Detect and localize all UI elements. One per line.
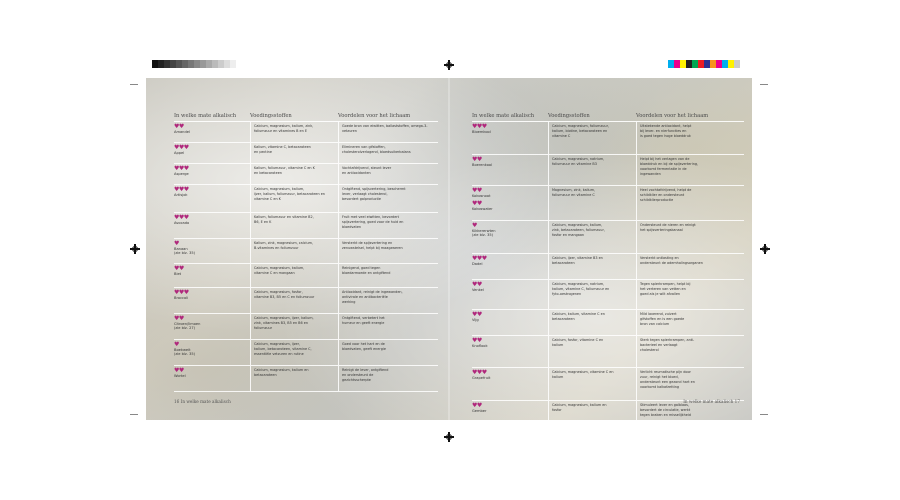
product-name: Dadel [472,262,483,266]
level-cell [174,239,250,263]
level-cell [472,310,548,335]
nutrients-cell: Calcium, kalium, vitamine C en betacaroteen [548,310,636,335]
color-swatch [740,60,746,68]
benefits-cell: Sterk tegen spierkrampen, anti- bacterieel en verlaagt cholesterol [636,336,736,367]
product-name: Biet [174,272,182,276]
product-name: Bloemkool [472,130,491,134]
level-cell [472,401,548,432]
table-row [174,122,438,143]
benefits-cell: Verlicht reumatische pijn door zuur, reinigt het bloed, ondersteunt een gezond hart en voorkomt kalkafzetting [636,368,736,400]
header-benefits: Voordelen voor het lichaam [636,113,709,119]
heart-rating-icon: ♥♥♥ [174,165,189,172]
table-row [472,155,744,186]
product-name: Broccoli [174,296,189,300]
heart-rating-icon: ♥ [472,222,477,229]
product-name: Gember [472,409,487,413]
header-nutrients: Voedingsstoffen [250,113,292,119]
nutrients-cell: Calcium, magnesium, fosfor, vitamine B3, B5 en C en foliumzuur [250,288,338,313]
header-level: In welke mate alkalisch [174,113,237,119]
table-row [472,310,744,336]
alkaline-table-left [174,112,438,392]
crop-mark [760,84,768,85]
nutrients-cell: Calcium, magnesium, kalium en fosfor [548,401,636,432]
nutrients-cell: Kalium, foliumzuur, vitamine C en K en betacaroteen [250,164,338,184]
nutrients-cell: Calcium, magnesium, kalium, zink, foliumzuur en vitamines B en E [250,122,338,142]
benefits-cell: Ontgiftend, verbetert het humeur en geeft energie [338,314,438,339]
benefits-cell: Versterkt de spijsvertering en zenuwstelsel, helpt bij maagzweren [338,239,438,263]
product-name: Boekweit (zie blz. 35) [174,348,196,357]
heart-rating-icon: ♥♥♥ [174,214,189,221]
crop-mark [130,414,138,415]
level-cell [174,122,250,142]
heart-rating-icon: ♥♥♥ [174,186,189,193]
grey-calibration-bar [152,60,242,68]
heart-rating-icon: ♥ [174,341,179,348]
nutrients-cell: Calcium, ijzer, vitamine B3 en betacaroteen [548,254,636,279]
product-name: Wortel [174,374,186,378]
color-calibration-bar [668,60,746,68]
nutrients-cell: Kalium, zink, magnesium, calcium, B-vitamines en foliumzuur [250,239,338,263]
nutrients-cell: Calcium, magnesium, kalium, vitamine C en mangaan [250,264,338,287]
level-cell [472,280,548,309]
table-row [174,366,438,392]
registration-mark-icon [444,60,454,70]
level-cell [472,122,548,154]
benefits-cell: Uitstekende antioxidant, helpt bij lever- en nierfuncties en is goed tegen hoge bloeddruk [636,122,736,154]
heart-rating-icon: ♥♥ [472,187,482,194]
heart-rating-icon: ♥♥ [472,402,482,409]
nutrients-cell: Calcium, magnesium, ijzer, kalium, betacaroteen, vitamine C, essentiële vetzuren en rutine [250,340,338,365]
nutrients-cell: Calcium, magnesium, vitamine C en kalium [548,368,636,400]
nutrients-cell: Calcium, magnesium, kalium, zink, betacaroteen, foliumzuur, fosfor en mangaan [548,221,636,253]
header-benefits: Voordelen voor het lichaam [338,113,411,119]
nutrients-cell: Magnesium, zink, kalium, foliumzuur en vitamine C [548,186,636,220]
table-row [174,340,438,366]
table-header [472,112,744,122]
table-row [472,368,744,401]
table-row [174,288,438,314]
heart-rating-icon: ♥♥ [472,337,482,344]
registration-mark-icon [130,244,140,254]
benefits-cell: Ondersteunt de nieren en reinigt het spijsverteringskanaal [636,221,736,253]
heart-rating-icon: ♥♥ [174,367,184,374]
level-cell [174,366,250,391]
grey-swatch [236,60,242,68]
heart-rating-icon: ♥♥ [174,315,184,322]
table-body [472,122,744,433]
level-cell [174,213,250,238]
product-name: Grapefruit [472,376,491,380]
heart-rating-icon: ♥♥ [174,123,184,130]
page-footer-left: 16 In welke mate alkalisch [174,399,231,404]
level-cell [472,368,548,400]
level-cell [472,186,548,220]
gutter [448,78,450,420]
benefits-cell: Vochtafdrijvend, steunt lever en antioxidanten [338,164,438,184]
book-spread [146,78,752,420]
level-cell [174,340,250,365]
table-row [472,254,744,280]
heart-rating-icon: ♥♥♥ [472,369,487,376]
heart-rating-icon: ♥♥♥ [472,123,487,130]
heart-rating-icon: ♥♥ [472,281,482,288]
level-cell [174,264,250,287]
heart-rating-icon: ♥♥♥ [472,255,487,262]
benefits-cell: Elimineren van gifstoffen, cholesterolverlagend, bloedsuikerbalans [338,143,438,163]
nutrients-cell: Calcium, magnesium, natrium, kalium, vitamine C, foliumzuur en fyto-oestrogenen [548,280,636,309]
level-cell [174,143,250,163]
product-name: Appel [174,151,185,155]
table-row [472,280,744,310]
benefits-cell: Versterkt ontlasting en ondersteunt de ademhalingsorganen [636,254,736,279]
product-name: Boerenkool [472,163,493,167]
benefits-cell: Goed voor het hart en de bloedvaten, geeft energie [338,340,438,365]
product-name: Asperge [174,172,189,176]
table-row [472,221,744,254]
level-cell [174,314,250,339]
benefits-cell: Ontgiftend, spijsvertering, beschermt lever, verlaagt cholesterol, bevordert galproductie [338,185,438,212]
benefits-cell: Fruit met veel eiwitten, bevordert spijsvertering, goed voor de huid en bloedvaten [338,213,438,238]
product-name: Avocado [174,221,190,225]
table-row [174,239,438,264]
nutrients-cell: Kalium, vitamine C, betacaroteen en pectine [250,143,338,163]
product-name: Kikkererwten (zie blz. 35) [472,229,496,238]
product-name: Knoflook [472,344,488,348]
level-cell [472,221,548,253]
crop-mark [130,84,138,85]
nutrients-cell: Calcium, fosfor, vitamine C en kalium [548,336,636,367]
benefits-cell: Tegen spierkrampen, helpt bij het verteren van vetten en goed als je wilt afvallen [636,280,736,309]
product-name: Vijg [472,318,479,322]
table-row [174,143,438,164]
crop-mark [760,414,768,415]
header-nutrients: Voedingsstoffen [548,113,590,119]
level-cell [472,155,548,185]
level-cell [174,185,250,212]
table-header [174,112,438,122]
table-row [174,314,438,340]
product-name: Kokosnoot [472,194,491,198]
nutrients-cell: Calcium, magnesium, natrium, foliumzuur en vitamine B3 [548,155,636,185]
nutrients-cell: Calcium, magnesium, foliumzuur, kalium, biotine, betacaroteen en vitamine C [548,122,636,154]
product-name: Amandel [174,130,190,134]
heart-rating-icon: ♥♥ [472,156,482,163]
registration-mark-icon [444,432,454,442]
table-row [174,264,438,288]
benefits-cell: Antioxidant, reinigt de ingewanden, antivirale en antibacteriële werking [338,288,438,313]
table-row [174,164,438,185]
table-row [472,186,744,221]
table-row [174,213,438,239]
table-row [472,122,744,155]
nutrients-cell: Kalium, foliumzuur en vitamine B2, B6, E en K [250,213,338,238]
product-name: Citroen/limoen (zie blz. 27) [174,322,201,331]
benefits-cell: Mild laxerend, zuivert gifstoffen en is een goede bron van calcium [636,310,736,335]
heart-rating-icon: ♥♥ [174,265,184,272]
level-cell [174,164,250,184]
right-page [452,78,752,420]
heart-rating-icon: ♥♥♥ [174,289,189,296]
product-name: Kokoswater [472,207,493,212]
table-row [472,336,744,368]
benefits-cell: Helpt bij het verlagen van de bloeddruk en bij de spijsvertering, voorkomt fermentatie in de ingewanden [636,155,736,185]
heart-rating-icon: ♥♥♥ [174,144,189,151]
benefits-cell: Stimuleert lever en galblaas, bevordert de circulatie, werkt tegen braken en misselijkheid [636,401,736,432]
alkaline-table-right [472,112,744,433]
product-name: Banaan (zie blz. 35) [174,247,196,256]
benefits-cell: Reinigt de lever, ontgiftend en ondersteunt de gezichtsscherpte [338,366,438,391]
header-level: In welke mate alkalisch [472,113,535,119]
benefits-cell: Goede bron van eiwitten, ballaststoffen, omega-3-vetzuren [338,122,438,142]
product-name: Artisjok [174,193,188,197]
heart-rating-icon: ♥♥ [472,200,482,208]
level-cell [472,336,548,367]
nutrients-cell: Calcium, magnesium, kalium en betacaroteen [250,366,338,391]
table-row [472,401,744,433]
table-body [174,122,438,392]
heart-rating-icon: ♥♥ [472,311,482,318]
nutrients-cell: Calcium, magnesium, kalium, ijzer, kalium, foliumzuur, betacaroteen en vitamine C en K [250,185,338,212]
nutrients-cell: Calcium, magnesium, ijzer, kalium, zink, vitamines B3, B5 en B6 en foliumzuur [250,314,338,339]
left-page [146,78,446,420]
page-footer-right: In welke mate alkalisch 17 [683,399,740,404]
level-cell [472,254,548,279]
registration-mark-icon [760,244,770,254]
benefits-cell: Reinigend, goed tegen bloedarmoede en ontgiftend [338,264,438,287]
level-cell [174,288,250,313]
table-row [174,185,438,213]
product-name: Venkel [472,288,484,292]
heart-rating-icon: ♥ [174,240,179,247]
benefits-cell: Heel vochtafdrijvend, helpt de schildklier en ondersteunt schildklierproductie [636,186,736,220]
